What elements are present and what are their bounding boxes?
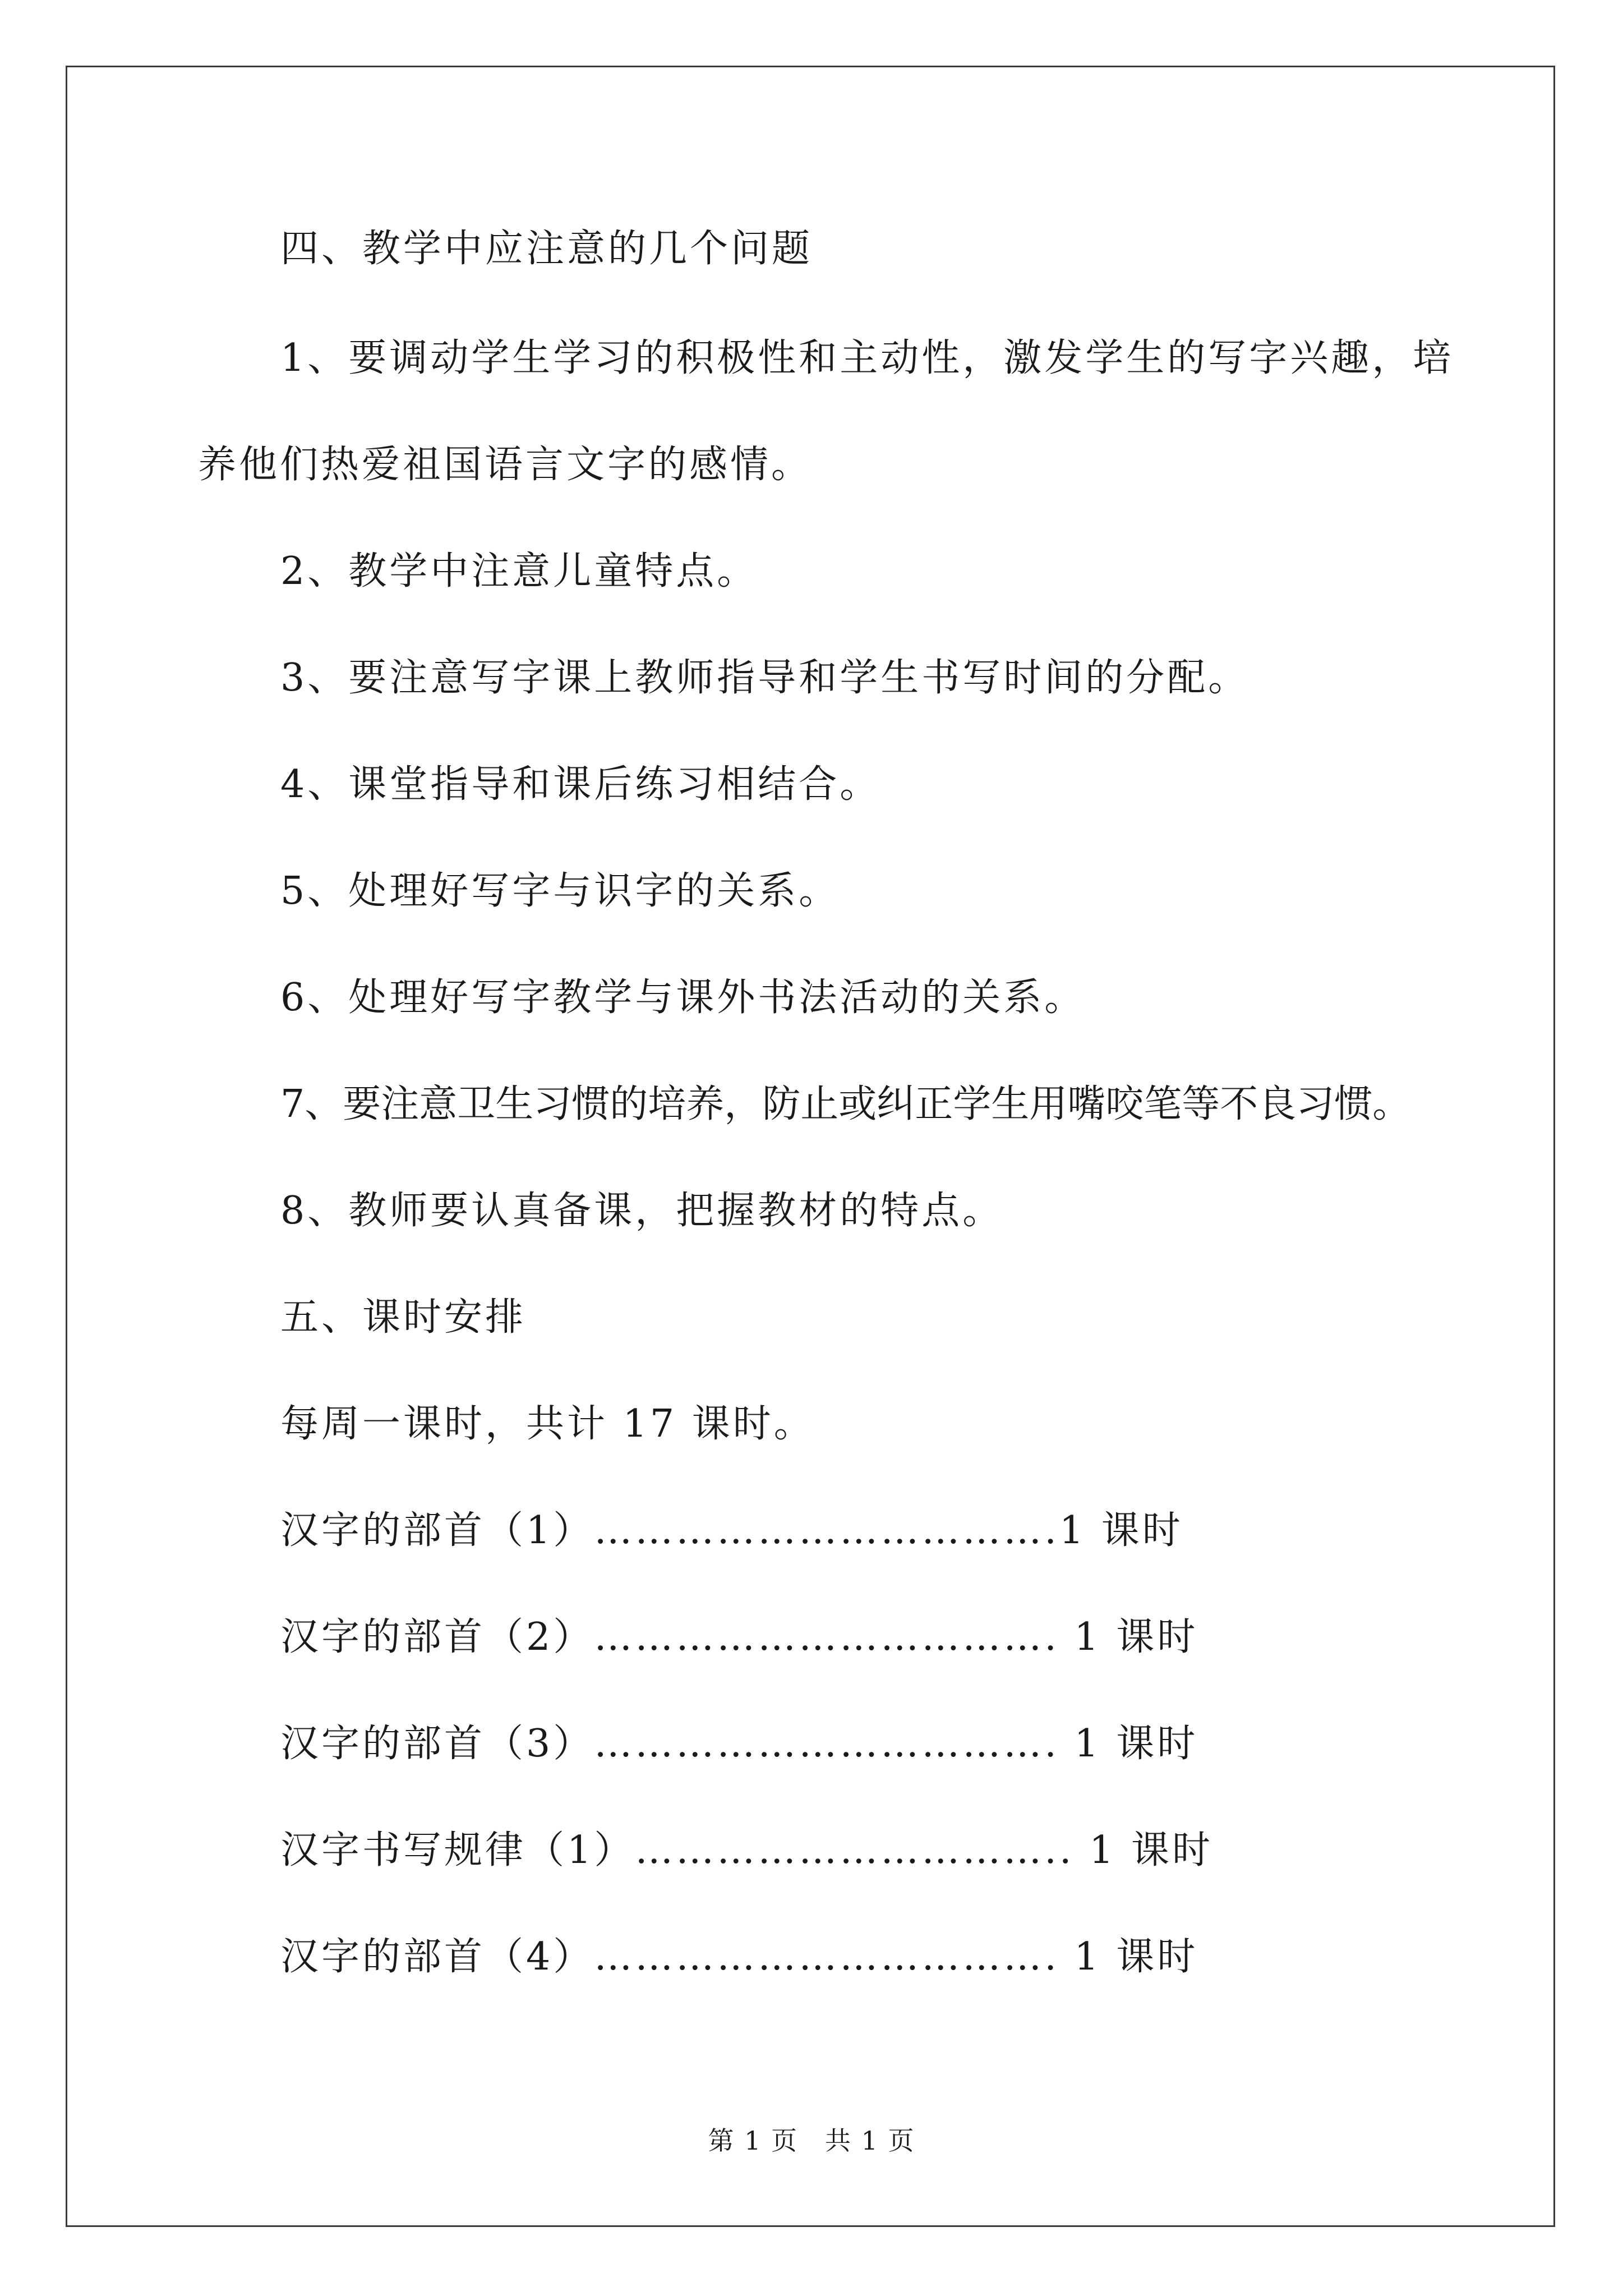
item8: 8、教师要认真备课，把握教材的特点。 [280, 1189, 1004, 1233]
item5: 5、处理好写字与识字的关系。 [280, 869, 840, 913]
page-border [66, 66, 1555, 2227]
page-number-current: 第 1 页 [708, 2125, 798, 2156]
page-number-total: 共 1 页 [825, 2125, 915, 2156]
item3: 3、要注意写字课上教师指导和学生书写时间的分配。 [280, 656, 1249, 700]
item7: 7、要注意卫生习惯的培养，防止或纠正学生用嘴咬笔等不良习惯。 [280, 1082, 1411, 1126]
schedule-item: 汉字的部首（3）……………………………. 1 课时 [280, 1722, 1198, 1766]
item1-line2: 养他们热爱祖国语言文字的感情。 [198, 443, 813, 487]
item2: 2、教学中注意儿童特点。 [280, 549, 758, 593]
item6: 6、处理好写字教学与课外书法活动的关系。 [280, 976, 1086, 1020]
page-footer [0, 2120, 1623, 2157]
schedule-item: 汉字的部首（2）……………………………. 1 课时 [280, 1615, 1198, 1659]
section4-heading: 四、教学中应注意的几个问题 [280, 227, 813, 271]
item4: 4、课堂指导和课后练习相结合。 [280, 762, 881, 807]
schedule-item: 汉字书写规律（1）………………………….. 1 课时 [280, 1828, 1213, 1872]
schedule-item: 汉字的部首（4）……………………………. 1 课时 [280, 1935, 1198, 1979]
schedule-item: 汉字的部首（1）…………………………….1 课时 [280, 1508, 1183, 1553]
section5-heading: 五、课时安排 [280, 1295, 527, 1340]
item1-line1: 1、要调动学生学习的积极性和主动性，激发学生的写字兴趣，培 [280, 336, 1454, 380]
weekly-note: 每周一课时，共计 17 课时。 [280, 1402, 815, 1446]
